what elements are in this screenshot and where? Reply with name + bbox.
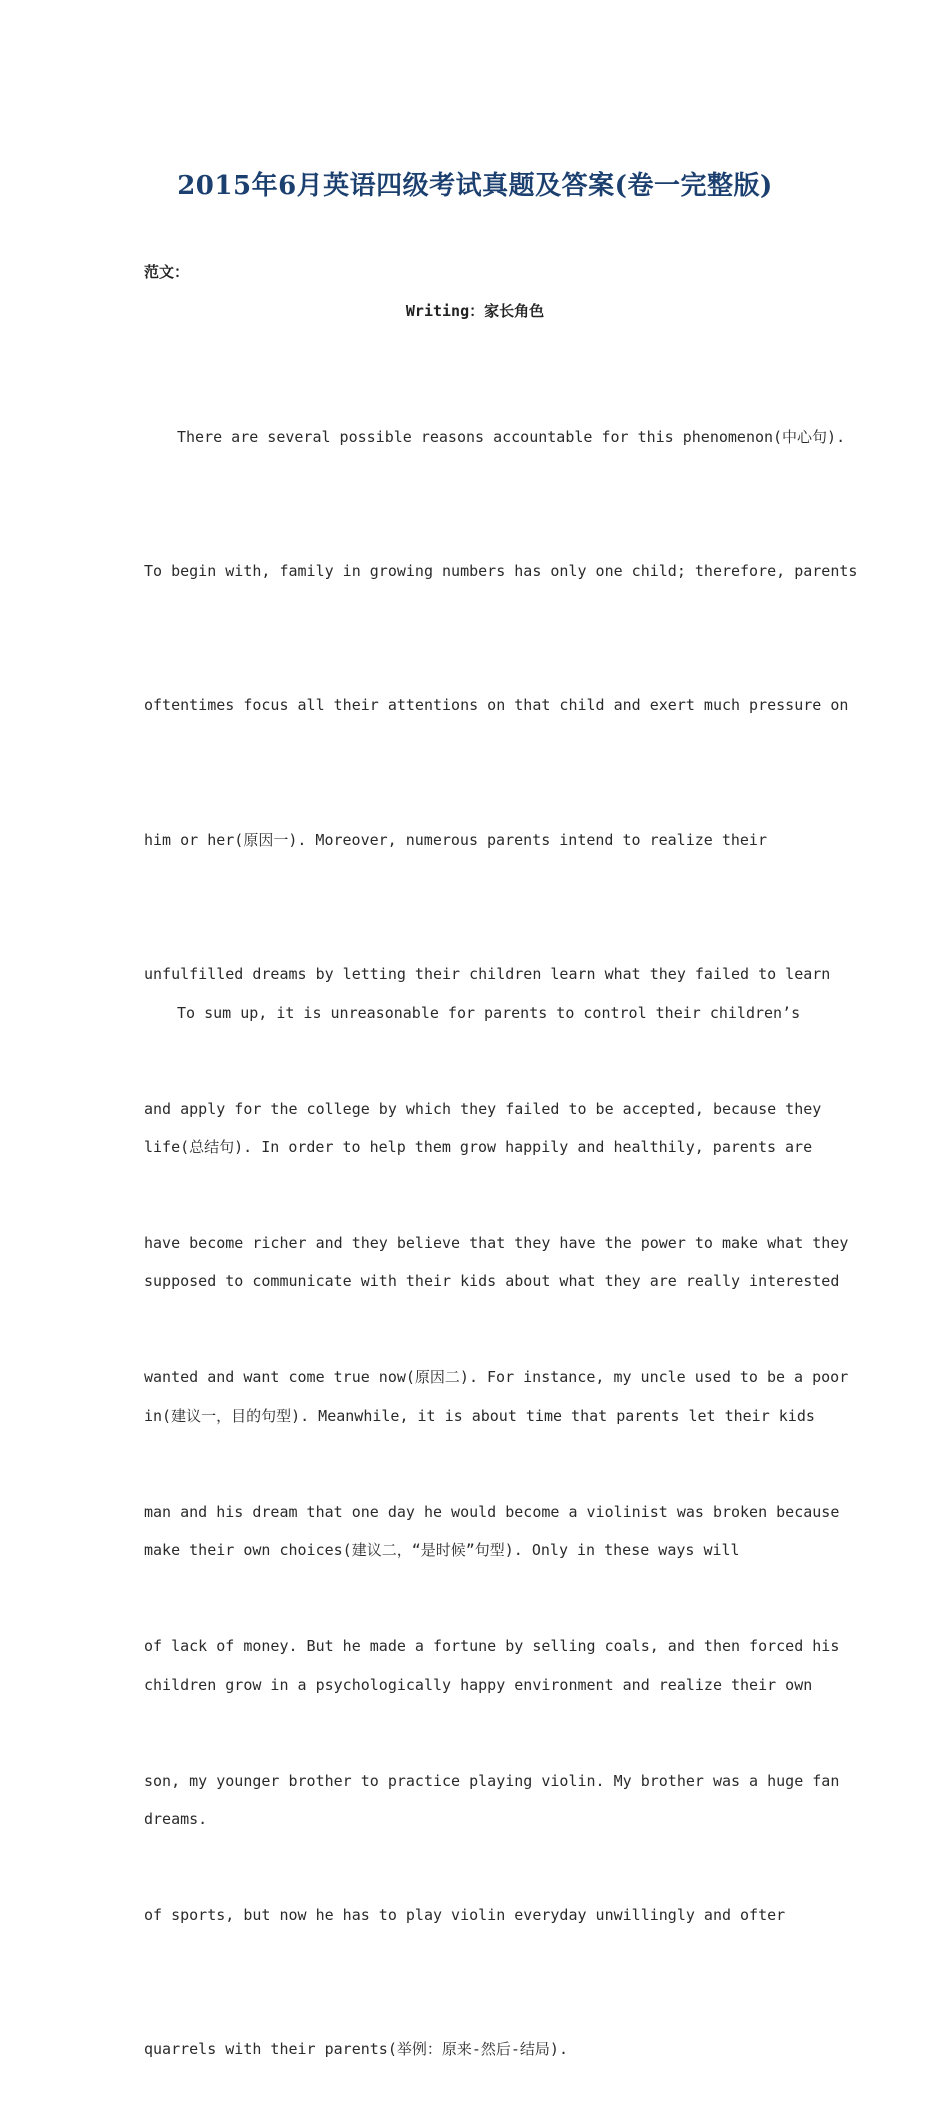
page-title: 2015年6月英语四级考试真题及答案(卷一完整版): [177, 171, 773, 201]
paragraph-line: of sports, but now he has to play violin everyday unwillingly and ofter: [144, 1905, 786, 1924]
paragraph-line: man and his dream that one day he would become a violinist was broken because: [144, 1502, 840, 1521]
paragraph-line: quarrels with their parents(举例：原来-然后-结局).: [144, 2040, 568, 2059]
paragraph-line: of lack of money. But he made a fortune by selling coals, and then forced his: [144, 1637, 840, 1656]
paragraph-line: To sum up, it is unreasonable for parents to control their children’s: [177, 1003, 801, 1022]
paragraph-line: unfulfilled dreams by letting their children learn what they failed to learn: [144, 965, 831, 984]
essay-subtitle: Writing：家长角色: [405, 302, 545, 320]
paragraph-line: him or her(原因一). Moreover, numerous parents intend to realize their: [144, 830, 767, 849]
paragraph-line: and apply for the college by which they failed to be accepted, because they: [144, 1099, 822, 1118]
paragraph-line: dreams.: [144, 1809, 208, 1828]
paragraph-line: have become richer and they believe that they have the power to make what they: [144, 1233, 849, 1252]
paragraph-line: oftentimes focus all their attentions on that child and exert much pressure on: [144, 696, 849, 715]
paragraph-line: There are several possible reasons accountable for this phenomenon(中心句).: [177, 427, 846, 446]
paragraph-line: in(建议一，目的句型). Meanwhile, it is about time that parents let their kids: [144, 1406, 815, 1425]
paragraph-line: life(总结句). In order to help them grow happily and healthily, parents are: [144, 1137, 813, 1156]
paragraph-line: supposed to communicate with their kids about what they are really interested: [144, 1272, 840, 1291]
paragraph-line: To begin with, family in growing numbers has only one child; therefore, parents: [144, 561, 858, 580]
paragraph-line: make their own choices(建议二，“是时候”句型). Only in these ways will: [144, 1541, 740, 1560]
paragraph-line: wanted and want come true now(原因二). For instance, my uncle used to be a poor: [144, 1368, 849, 1387]
paragraph-line: son, my younger brother to practice playing violin. My brother was a huge fan: [144, 1771, 840, 1790]
section-label: 范文：: [144, 263, 190, 281]
essay-paragraph-2: [144, 901, 849, 1887]
paragraph-line: children grow in a psychologically happy environment and realize their own: [144, 1675, 813, 1694]
